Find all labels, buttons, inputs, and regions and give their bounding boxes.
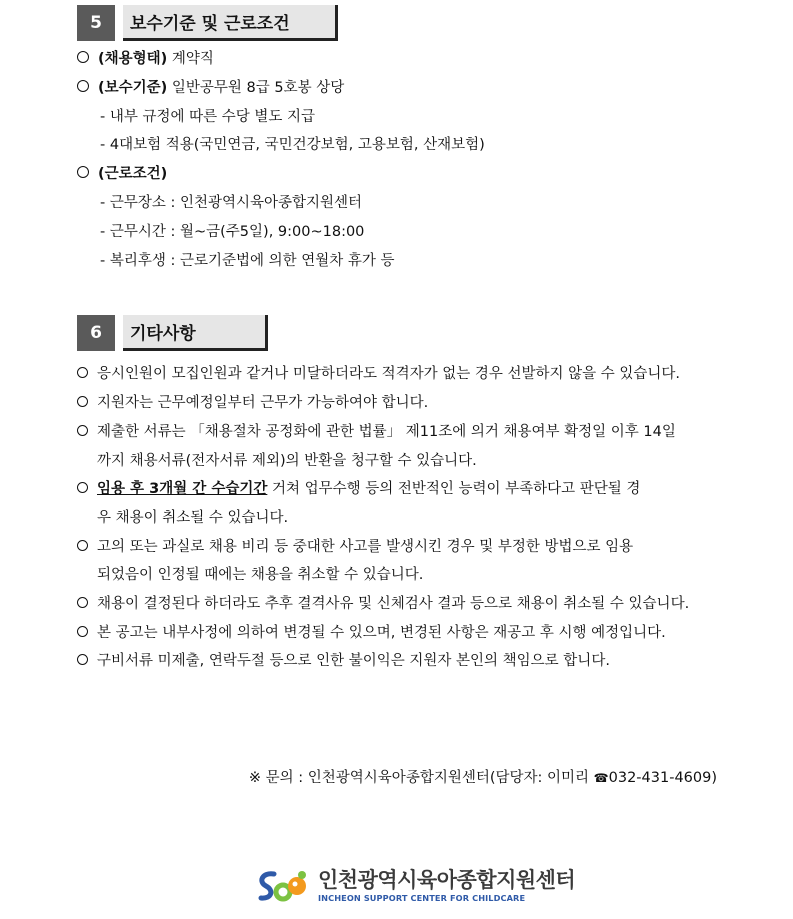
work-conditions-label: (근로조건) bbox=[98, 166, 168, 182]
circle-bullet-icon bbox=[77, 425, 88, 436]
contact-prefix: ※ 문의 : 인천광역시육아종합지원센터(담당자: 이미리 bbox=[248, 770, 594, 786]
work-item: - 근무장소 : 인천광역시육아종합지원센터 bbox=[100, 195, 363, 211]
logo-name: 인천광역시육아종합지원센터 bbox=[318, 867, 576, 892]
list-item: 임용 후 3개월 간 수습기간 거쳐 업무수행 등의 전반적인 능력이 부족하다고 판단될 경 bbox=[77, 479, 640, 499]
circle-bullet-icon bbox=[77, 51, 89, 63]
work-conditions-row bbox=[77, 164, 167, 184]
list-item: 구비서류 미제출, 연락두절 등으로 인한 불이익은 지원자 본인의 책임으로 합니다. bbox=[77, 651, 610, 671]
section-5-header bbox=[77, 5, 338, 41]
pay-standard-label: (보수기준) bbox=[98, 80, 168, 96]
section-title: 보수기준 및 근로조건 bbox=[123, 5, 338, 41]
contact-info bbox=[249, 766, 717, 787]
pay-item: - 4대보험 적용(국민연금, 국민건강보험, 고용보험, 산재보험) bbox=[100, 137, 485, 153]
list-item-continuation: 까지 채용서류(전자서류 제외)의 반환을 청구할 수 있습니다. bbox=[97, 453, 477, 469]
list-item-continuation: 되었음이 인정될 때에는 채용을 취소할 수 있습니다. bbox=[97, 567, 424, 583]
circle-bullet-icon bbox=[77, 80, 89, 92]
circle-bullet-icon bbox=[77, 396, 88, 407]
employment-type-label: (채용형태) bbox=[98, 51, 168, 67]
circle-bullet-icon bbox=[77, 540, 88, 551]
circle-bullet-icon bbox=[77, 166, 89, 178]
list-item: 제출한 서류는 「채용절차 공정화에 관한 법률」 제11조에 의거 채용여부 확정일 이후 14일 bbox=[77, 422, 676, 442]
section-number: 6 bbox=[77, 315, 115, 351]
section-6-header bbox=[77, 315, 268, 351]
list-item: 본 공고는 내부사정에 의하여 변경될 수 있으며, 변경된 사항은 재공고 후 시행 예정입니다. bbox=[77, 623, 666, 643]
circle-bullet-icon bbox=[77, 626, 88, 637]
circle-bullet-icon bbox=[77, 654, 88, 665]
list-item-continuation: 우 채용이 취소될 수 있습니다. bbox=[97, 510, 289, 526]
pay-standard-row bbox=[77, 78, 344, 98]
probation-emphasis: 임용 후 3개월 간 수습기간 bbox=[97, 481, 268, 497]
pay-standard-value: 일반공무원 8급 5호봉 상당 bbox=[171, 80, 345, 96]
employment-type-row bbox=[77, 49, 214, 69]
list-item: 고의 또는 과실로 채용 비리 등 중대한 사고를 발생시킨 경우 및 부정한 방법으로 임용 bbox=[77, 537, 633, 557]
employment-type-value: 계약직 bbox=[171, 51, 214, 67]
contact-phone: 032-431-4609) bbox=[608, 770, 717, 786]
circle-bullet-icon bbox=[77, 597, 88, 608]
list-item: 채용이 결정된다 하더라도 추후 결격사유 및 신체검사 결과 등으로 채용이 취소될 수 있습니다. bbox=[77, 594, 689, 614]
circle-bullet-icon bbox=[77, 367, 88, 378]
work-item: - 근무시간 : 월~금(주5일), 9:00~18:00 bbox=[100, 224, 365, 240]
logo-mark-icon bbox=[254, 866, 312, 904]
section-number: 5 bbox=[77, 5, 115, 41]
section-title: 기타사항 bbox=[123, 315, 268, 351]
circle-bullet-icon bbox=[77, 482, 88, 493]
logo-subtitle: INCHEON SUPPORT CENTER FOR CHILDCARE bbox=[318, 892, 526, 903]
center-logo bbox=[254, 866, 575, 904]
pay-item: - 내부 규정에 따른 수당 별도 지급 bbox=[100, 109, 315, 125]
phone-icon: ☎ bbox=[593, 771, 609, 785]
work-item: - 복리후생 : 근로기준법에 의한 연월차 휴가 등 bbox=[100, 253, 395, 269]
list-item: 지원자는 근무예정일부터 근무가 가능하여야 합니다. bbox=[77, 393, 428, 413]
list-item: 응시인원이 모집인원과 같거나 미달하더라도 적격자가 없는 경우 선발하지 않을 수 있습니다. bbox=[77, 364, 680, 384]
